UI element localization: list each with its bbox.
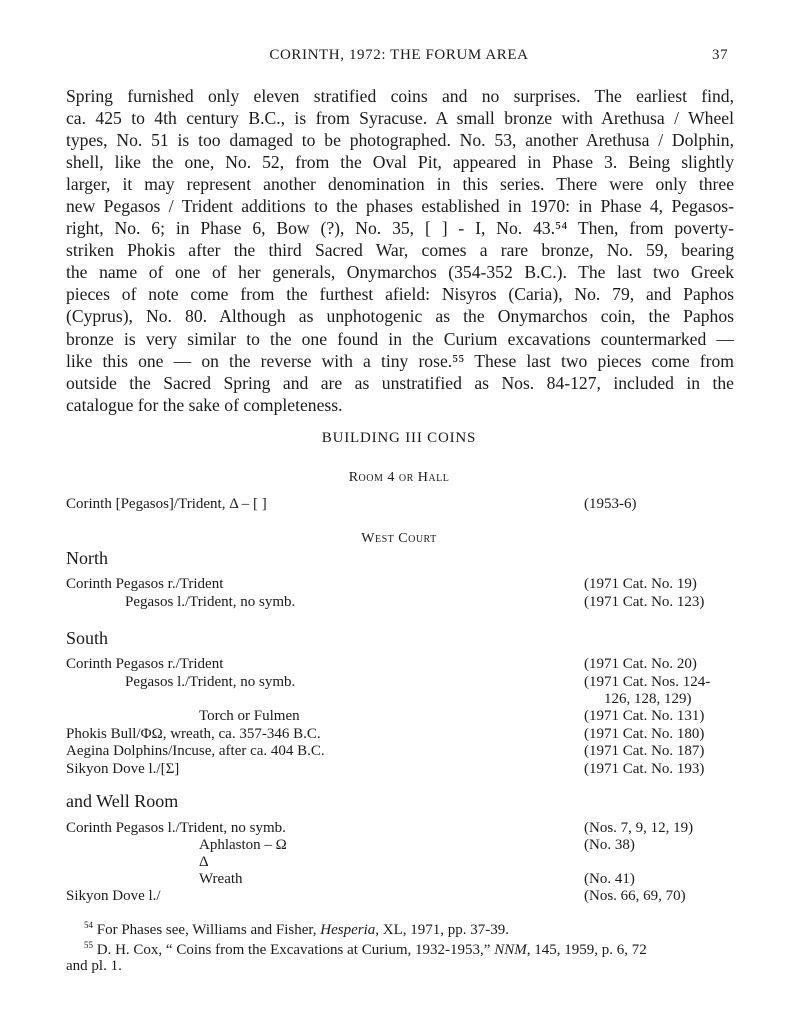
paragraph-line: larger, it may represent another denomination in this series. There were only three bbox=[66, 174, 734, 195]
paragraph-line: the name of one of her generals, Onymarchos (354-352 B.C.). The last two Greek bbox=[66, 262, 734, 283]
entry-ref-continued: 126, 128, 129) bbox=[604, 691, 692, 707]
group-heading-south: South bbox=[66, 628, 109, 648]
group-heading-north: North bbox=[66, 548, 108, 568]
footnote-text: For Phases see, Williams and Fisher, bbox=[96, 922, 321, 938]
running-title: CORINTH, 1972: THE FORUM AREA bbox=[269, 47, 529, 63]
section-title: BUILDING III COINS bbox=[321, 430, 477, 446]
entry-text: Corinth Pegasos r./Trident bbox=[66, 576, 224, 592]
court-heading: West Court bbox=[361, 531, 437, 546]
entry-ref: (1971 Cat. No. 19) bbox=[584, 576, 697, 592]
paragraph-line: like this one — on the reverse with a tiny rose.⁵⁵ These last two pieces come from bbox=[66, 350, 734, 371]
entry-text: Corinth Pegasos r./Trident bbox=[66, 656, 224, 672]
paragraph-line: new Pegasos / Trident additions to the phases established in 1970: in Phase 4, Pegasos- bbox=[66, 196, 734, 217]
entry-ref: (Nos. 7, 9, 12, 19) bbox=[584, 820, 694, 836]
group-heading-well-room: and Well Room bbox=[66, 791, 179, 811]
paragraph-line: right, No. 6; in Phase 6, Bow (?), No. 35, [ ] - I, No. 43.⁵⁴ Then, from poverty- bbox=[66, 218, 734, 239]
entry-ref: (No. 41) bbox=[584, 871, 635, 887]
footnote-journal: Hesperia bbox=[320, 922, 376, 938]
footnote-mark: 55 bbox=[84, 940, 93, 950]
footnote-55-continued: and pl. 1. bbox=[66, 958, 122, 974]
entry-text: Corinth Pegasos l./Trident, no symb. bbox=[66, 820, 286, 836]
entry-ref: (No. 38) bbox=[584, 837, 635, 853]
entry-ref: (1971 Cat. Nos. 124- bbox=[584, 674, 711, 690]
entry-text: Aegina Dolphins/Incuse, after ca. 404 B.C. bbox=[66, 743, 325, 759]
room-heading: Room 4 or Hall bbox=[348, 470, 450, 485]
footnote-text: , 145, 1959, p. 6, 72 bbox=[526, 942, 647, 958]
paragraph-line: Spring furnished only eleven stratified coins and no surprises. The earliest find, bbox=[66, 86, 734, 106]
entry-text: Phokis Bull/ΦΩ, wreath, ca. 357-346 B.C. bbox=[66, 726, 321, 742]
entry-text: Sikyon Dove l./ bbox=[66, 888, 161, 904]
entry-ref: (1971 Cat. No. 131) bbox=[584, 708, 705, 724]
entry-ref: (1971 Cat. No. 193) bbox=[584, 761, 705, 777]
footnote-journal: NNM bbox=[494, 942, 527, 958]
entry-text: Wreath bbox=[199, 871, 243, 887]
entry-ref: (1971 Cat. No. 187) bbox=[584, 743, 705, 759]
paragraph-line: shell, like the one, No. 52, from the Oval Pit, appeared in Phase 3. Being slightly bbox=[66, 152, 734, 173]
paragraph-line: outside the Sacred Spring and are as unstratified as Nos. 84-127, included in the bbox=[66, 372, 734, 393]
paragraph-line: striken Phokis after the third Sacred War, comes a rare bronze, No. 59, bearing bbox=[66, 240, 734, 261]
body-paragraph bbox=[66, 85, 734, 416]
paragraph-line: ca. 425 to 4th century B.C., is from Syracuse. A small bronze with Arethusa / Wheel bbox=[66, 108, 734, 129]
paragraph-line: bronze is very similar to the one found in the Curium excavations countermarked — bbox=[66, 328, 734, 349]
paragraph-line: types, No. 51 is too damaged to be photographed. No. 53, another Arethusa / Dolphin, bbox=[66, 130, 734, 151]
footnote-55 bbox=[84, 940, 647, 959]
footnote-54 bbox=[84, 920, 509, 939]
entry-ref: (1971 Cat. No. 180) bbox=[584, 726, 705, 742]
entry-text: Pegasos l./Trident, no symb. bbox=[125, 674, 296, 690]
room-entry-text: Corinth [Pegasos]/Trident, Δ – [ ] bbox=[66, 496, 267, 512]
entry-ref: (1971 Cat. No. 123) bbox=[584, 594, 705, 610]
entry-ref: (Nos. 66, 69, 70) bbox=[584, 888, 686, 904]
entry-text: Sikyon Dove l./[Σ] bbox=[66, 761, 180, 777]
footnote-mark: 54 bbox=[84, 920, 93, 930]
entry-text: Aphlaston – Ω bbox=[199, 837, 287, 853]
footnote-text: , XL, 1971, pp. 37-39. bbox=[375, 922, 509, 938]
paragraph-line: (Cyprus), No. 80. Although as unphotogenic as the Onymarchos coin, the Paphos bbox=[66, 306, 734, 327]
footnote-text: D. H. Cox, “ Coins from the Excavations at Curium, 1932-1953,” bbox=[96, 942, 495, 958]
room-entry-ref: (1953-6) bbox=[584, 496, 637, 512]
entry-ref: (1971 Cat. No. 20) bbox=[584, 656, 697, 672]
paragraph-line: pieces of note come from the furthest afield: Nisyros (Caria), No. 79, and Paphos bbox=[66, 284, 734, 305]
entry-text: Δ bbox=[199, 854, 209, 870]
entry-text: Pegasos l./Trident, no symb. bbox=[125, 594, 296, 610]
paragraph-line: catalogue for the sake of completeness. bbox=[66, 394, 343, 415]
page-number: 37 bbox=[712, 47, 729, 63]
entry-text: Torch or Fulmen bbox=[199, 708, 300, 724]
